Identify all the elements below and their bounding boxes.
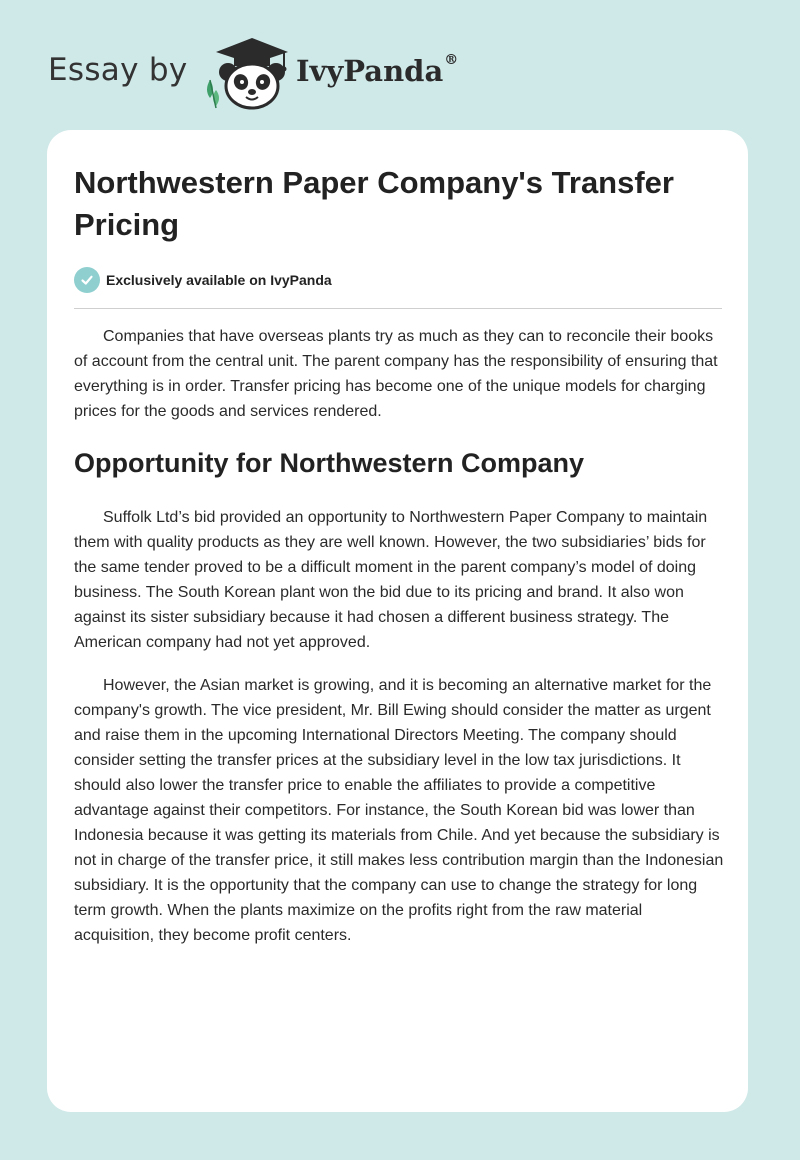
article-title: Northwestern Paper Company's Transfer Pricing — [74, 165, 674, 242]
check-circle-icon — [74, 267, 100, 293]
panda-graduate-icon[interactable] — [202, 32, 294, 112]
divider — [74, 308, 722, 309]
site-header — [48, 32, 568, 112]
exclusive-badge — [74, 266, 724, 294]
section-heading: Opportunity for Northwestern Company — [74, 448, 585, 478]
paragraph-opportunity: Suffolk Ltd’s bid provided an opportunity to Northwestern Paper Company to maintain them with quality products as they are well known. However, the two subsidiaries’ bids for the same tender proved to be a difficult moment in the parent company’s model of doing business. The South Korean plant won the bid due to its pricing and brand. It also won against its sister subsidiary because it had chosen a different business strategy. The American company had not yet approved. — [74, 509, 708, 651]
essay-by-label: Essay by — [48, 52, 188, 88]
brand-name[interactable]: IvyPanda® — [296, 52, 459, 88]
paragraph-asian-market: However, the Asian market is growing, and it is becoming an alternative market for the company's growth. The vice president, Mr. Bill Ewing should consider the matter as urgent and raise them in the upcoming International Directors Meeting. The company should consider setting the transfer prices at the subsidiary level in the low tax jurisdictions. It should also lower the transfer price to enable the affiliates to provide a competitive advantage against their competitors. For instance, the South Korean bid was lower than Indonesia because it was getting its materials from Chile. And yet because the subsidiary is not in charge of the transfer price, it still makes less contribution margin than the Indonesian subsidiary. It is the opportunity that the company can use to change the strategy for long term growth. When the plants maximize on the profits right from the raw material acquisition, they become profit centers. — [74, 677, 724, 944]
article-content — [74, 162, 724, 948]
article-card — [47, 130, 748, 1112]
registered-mark: ® — [444, 52, 459, 68]
badge-text: Exclusively available on IvyPanda — [106, 272, 332, 288]
paragraph-intro: Companies that have overseas plants try as much as they can to reconcile their books of account from the central unit. The parent company has the responsibility of ensuring that everything is in order. Transfer pricing has become one of the unique models for charging prices for the goods and services rendered. — [74, 328, 718, 420]
